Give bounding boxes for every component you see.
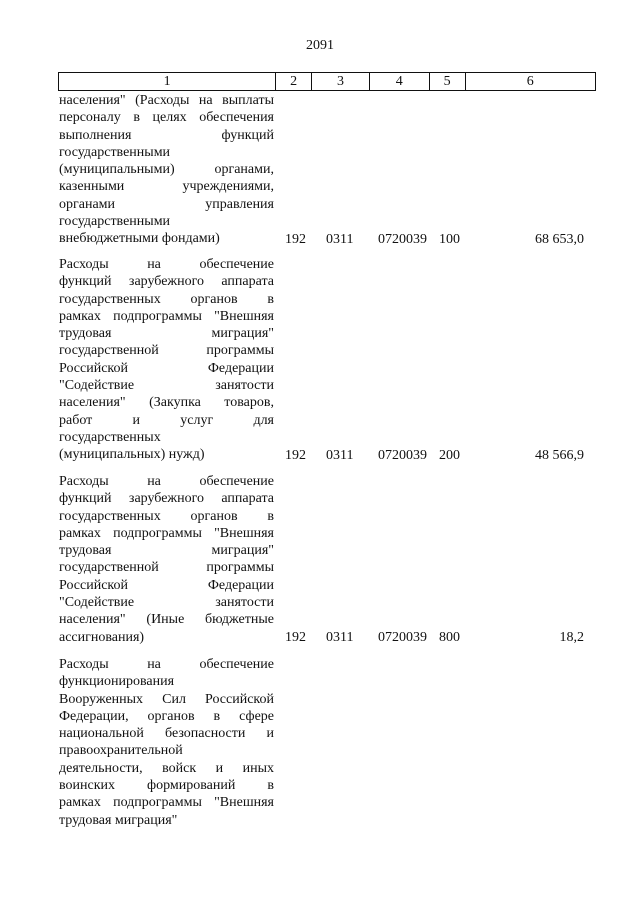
description-line: государственных органов в bbox=[59, 291, 274, 307]
target-code: 0720039 bbox=[378, 629, 427, 645]
row-description bbox=[59, 256, 274, 464]
amount: 48 566,9 bbox=[535, 447, 584, 463]
description-line: Расходы на обеспечение bbox=[59, 474, 274, 489]
description-line: национальной безопасности и bbox=[59, 726, 274, 742]
ministry-code: 192 bbox=[285, 447, 306, 463]
description-line: государственной программы bbox=[59, 343, 274, 359]
description-line: Расходы на обеспечение bbox=[59, 257, 274, 272]
description-line: казенными учреждениями, bbox=[59, 179, 274, 195]
row-description bbox=[59, 92, 274, 248]
header-col-3: 3 bbox=[312, 73, 370, 90]
description-line: государственными bbox=[59, 214, 171, 230]
header-col-5: 5 bbox=[430, 73, 466, 90]
description-line: (муниципальными) органами, bbox=[59, 162, 274, 178]
row-description bbox=[59, 473, 274, 646]
section-code: 0311 bbox=[326, 447, 354, 463]
amount: 18,2 bbox=[559, 629, 584, 645]
table-header-row bbox=[58, 72, 596, 91]
description-line: трудовая миграция" bbox=[59, 543, 274, 559]
description-line: деятельности, войск и иных bbox=[59, 760, 274, 776]
description-line: Вооруженных Сил Российской bbox=[59, 691, 274, 707]
target-code: 0720039 bbox=[378, 231, 427, 247]
description-line: правоохранительной bbox=[59, 743, 183, 759]
expense-type-code: 200 bbox=[439, 447, 460, 463]
header-col-1: 1 bbox=[59, 73, 276, 90]
description-line: государственных органов в bbox=[59, 508, 274, 524]
row-description bbox=[59, 656, 274, 829]
target-code: 0720039 bbox=[378, 447, 427, 463]
description-line: выполнения функций bbox=[59, 127, 274, 143]
description-line: государственной программы bbox=[59, 560, 274, 576]
description-line: "Содействие занятости bbox=[59, 595, 274, 611]
description-line: функций зарубежного аппарата bbox=[59, 274, 274, 290]
description-line: ассигнования) bbox=[59, 629, 145, 645]
expense-type-code: 100 bbox=[439, 231, 460, 247]
ministry-code: 192 bbox=[285, 629, 306, 645]
description-line: Федерации, органов в сфере bbox=[59, 708, 274, 724]
description-line: функционирования bbox=[59, 674, 175, 690]
description-line: трудовая миграция" bbox=[59, 326, 274, 342]
description-line: рамках подпрограммы "Внешняя bbox=[59, 795, 274, 811]
table-row bbox=[58, 473, 596, 646]
table-row bbox=[58, 256, 596, 464]
header-col-4: 4 bbox=[370, 73, 430, 90]
description-line: населения" (Иные бюджетные bbox=[59, 612, 274, 628]
description-line: "Содействие занятости bbox=[59, 378, 274, 394]
header-col-6: 6 bbox=[526, 74, 534, 89]
description-line: воинских формирований в bbox=[59, 778, 274, 794]
ministry-code: 192 bbox=[285, 231, 306, 247]
header-col-2: 2 bbox=[276, 73, 312, 90]
description-line: рамках подпрограммы "Внешняя bbox=[59, 525, 274, 541]
description-line: государственными bbox=[59, 144, 171, 160]
section-code: 0311 bbox=[326, 231, 354, 247]
description-line: трудовая миграция" bbox=[59, 812, 178, 828]
description-line: Российской Федерации bbox=[59, 360, 274, 376]
description-line: населения" (Закупка товаров, bbox=[59, 395, 274, 411]
amount: 68 653,0 bbox=[535, 231, 584, 247]
description-line: населения" (Расходы на выплаты bbox=[59, 93, 274, 108]
description-line: персоналу в целях обеспечения bbox=[59, 110, 274, 126]
table-row bbox=[58, 92, 596, 248]
description-line: органами управления bbox=[59, 196, 274, 212]
section-code: 0311 bbox=[326, 629, 354, 645]
expense-type-code: 800 bbox=[439, 629, 460, 645]
description-line: Расходы на обеспечение bbox=[59, 657, 274, 672]
description-line: государственных bbox=[59, 429, 161, 445]
description-line: работ и услуг для bbox=[59, 412, 274, 428]
page-number: 2091 bbox=[306, 38, 334, 53]
description-line: Российской Федерации bbox=[59, 577, 274, 593]
description-line: внебюджетными фондами) bbox=[59, 231, 220, 247]
description-line: функций зарубежного аппарата bbox=[59, 491, 274, 507]
table-row bbox=[58, 656, 596, 829]
description-line: рамках подпрограммы "Внешняя bbox=[59, 308, 274, 324]
description-line: (муниципальных) нужд) bbox=[59, 447, 205, 463]
